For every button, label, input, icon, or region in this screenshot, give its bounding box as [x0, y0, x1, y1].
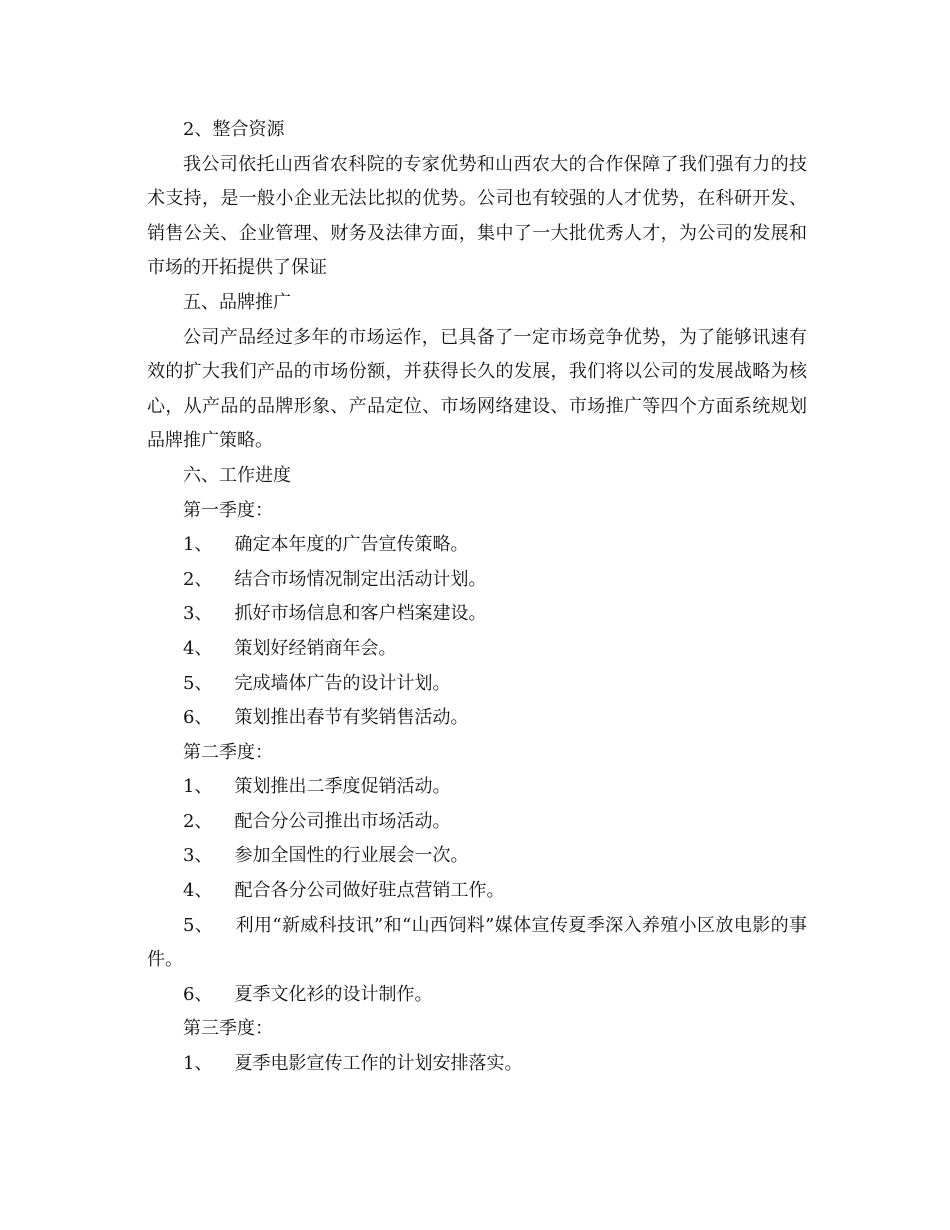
list-item-text: 夏季文化衫的设计制作。 — [234, 983, 433, 1005]
list-item-number: 2、 — [183, 568, 213, 590]
list-item-text: 参加全国性的行业展会一次。 — [234, 845, 469, 867]
section-heading: 2、整合资源 — [183, 119, 285, 140]
list-item — [147, 528, 807, 563]
list-item-text: 完成墙体广告的设计计划。 — [234, 672, 451, 694]
list-item-text: 策划推出春节有奖销售活动。 — [234, 707, 469, 729]
list-item-text: 配合分公司推出市场活动。 — [234, 810, 451, 832]
document-body — [147, 113, 807, 1082]
list-item-text: 结合市场情况制定出活动计划。 — [234, 568, 487, 590]
list-item-number: 3、 — [183, 603, 213, 625]
list-item-number: 6、 — [183, 707, 213, 729]
list-item-number: 4、 — [183, 637, 213, 659]
list-item-number: 5、 — [183, 914, 214, 936]
list-item — [147, 770, 807, 805]
section-heading: 五、品牌推广 — [183, 291, 291, 313]
section-heading: 第二季度： — [183, 741, 273, 763]
section-heading: 六、工作进度 — [183, 464, 291, 486]
list-item-number: 2、 — [183, 810, 213, 832]
list-item — [147, 667, 807, 702]
list-item-number: 4、 — [183, 880, 213, 902]
body-paragraph: 我公司依托山西省农科院的专家优势和山西农大的合作保障了我们强有力的技术支持，是一般小企业无法比拟的优势。公司也有较强的人才优势，在科研开发、销售公关、企业管理、财务及法律方面，集中了一大批优秀人才，为公司的发展和市场的开拓提供了保证 — [147, 153, 807, 279]
list-item — [147, 805, 807, 840]
list-item — [147, 909, 807, 978]
list-item-text: 配合各分公司做好驻点营销工作。 — [234, 880, 505, 902]
list-item — [147, 874, 807, 909]
list-item — [147, 1047, 807, 1082]
list-item — [147, 978, 807, 1013]
list-item-text: 确定本年度的广告宣传策略。 — [234, 534, 469, 556]
list-item-number: 1、 — [183, 776, 213, 798]
list-item — [147, 632, 807, 667]
list-item-text: 利用“新威科技讯”和“山西饲料”媒体宣传夏季深入养殖小区放电影的事件。 — [147, 914, 808, 971]
section-heading: 第一季度： — [183, 499, 273, 521]
list-item-text: 策划好经销商年会。 — [234, 637, 397, 659]
body-paragraph: 公司产品经过多年的市场运作，已具备了一定市场竞争优势，为了能够讯速有效的扩大我们产品的市场份额，并获得长久的发展，我们将以公司的发展战略为核心，从产品的品牌形象、产品定位、市场网络建设、市场推广等四个方面系统规划品牌推广策略。 — [147, 326, 807, 452]
list-item — [147, 597, 807, 632]
list-item-text: 抓好市场信息和客户档案建设。 — [234, 603, 487, 625]
list-item-text: 策划推出二季度促销活动。 — [234, 776, 451, 798]
section-heading: 第三季度： — [183, 1018, 273, 1040]
list-item-number: 5、 — [183, 672, 213, 694]
list-item-number: 1、 — [183, 534, 213, 556]
list-item-text: 夏季电影宣传工作的计划安排落实。 — [234, 1053, 523, 1075]
list-item-number: 6、 — [183, 983, 213, 1005]
list-item — [147, 701, 807, 736]
list-item — [147, 563, 807, 598]
list-item — [147, 839, 807, 874]
list-item-number: 1、 — [183, 1053, 213, 1075]
list-item-number: 3、 — [183, 845, 213, 867]
